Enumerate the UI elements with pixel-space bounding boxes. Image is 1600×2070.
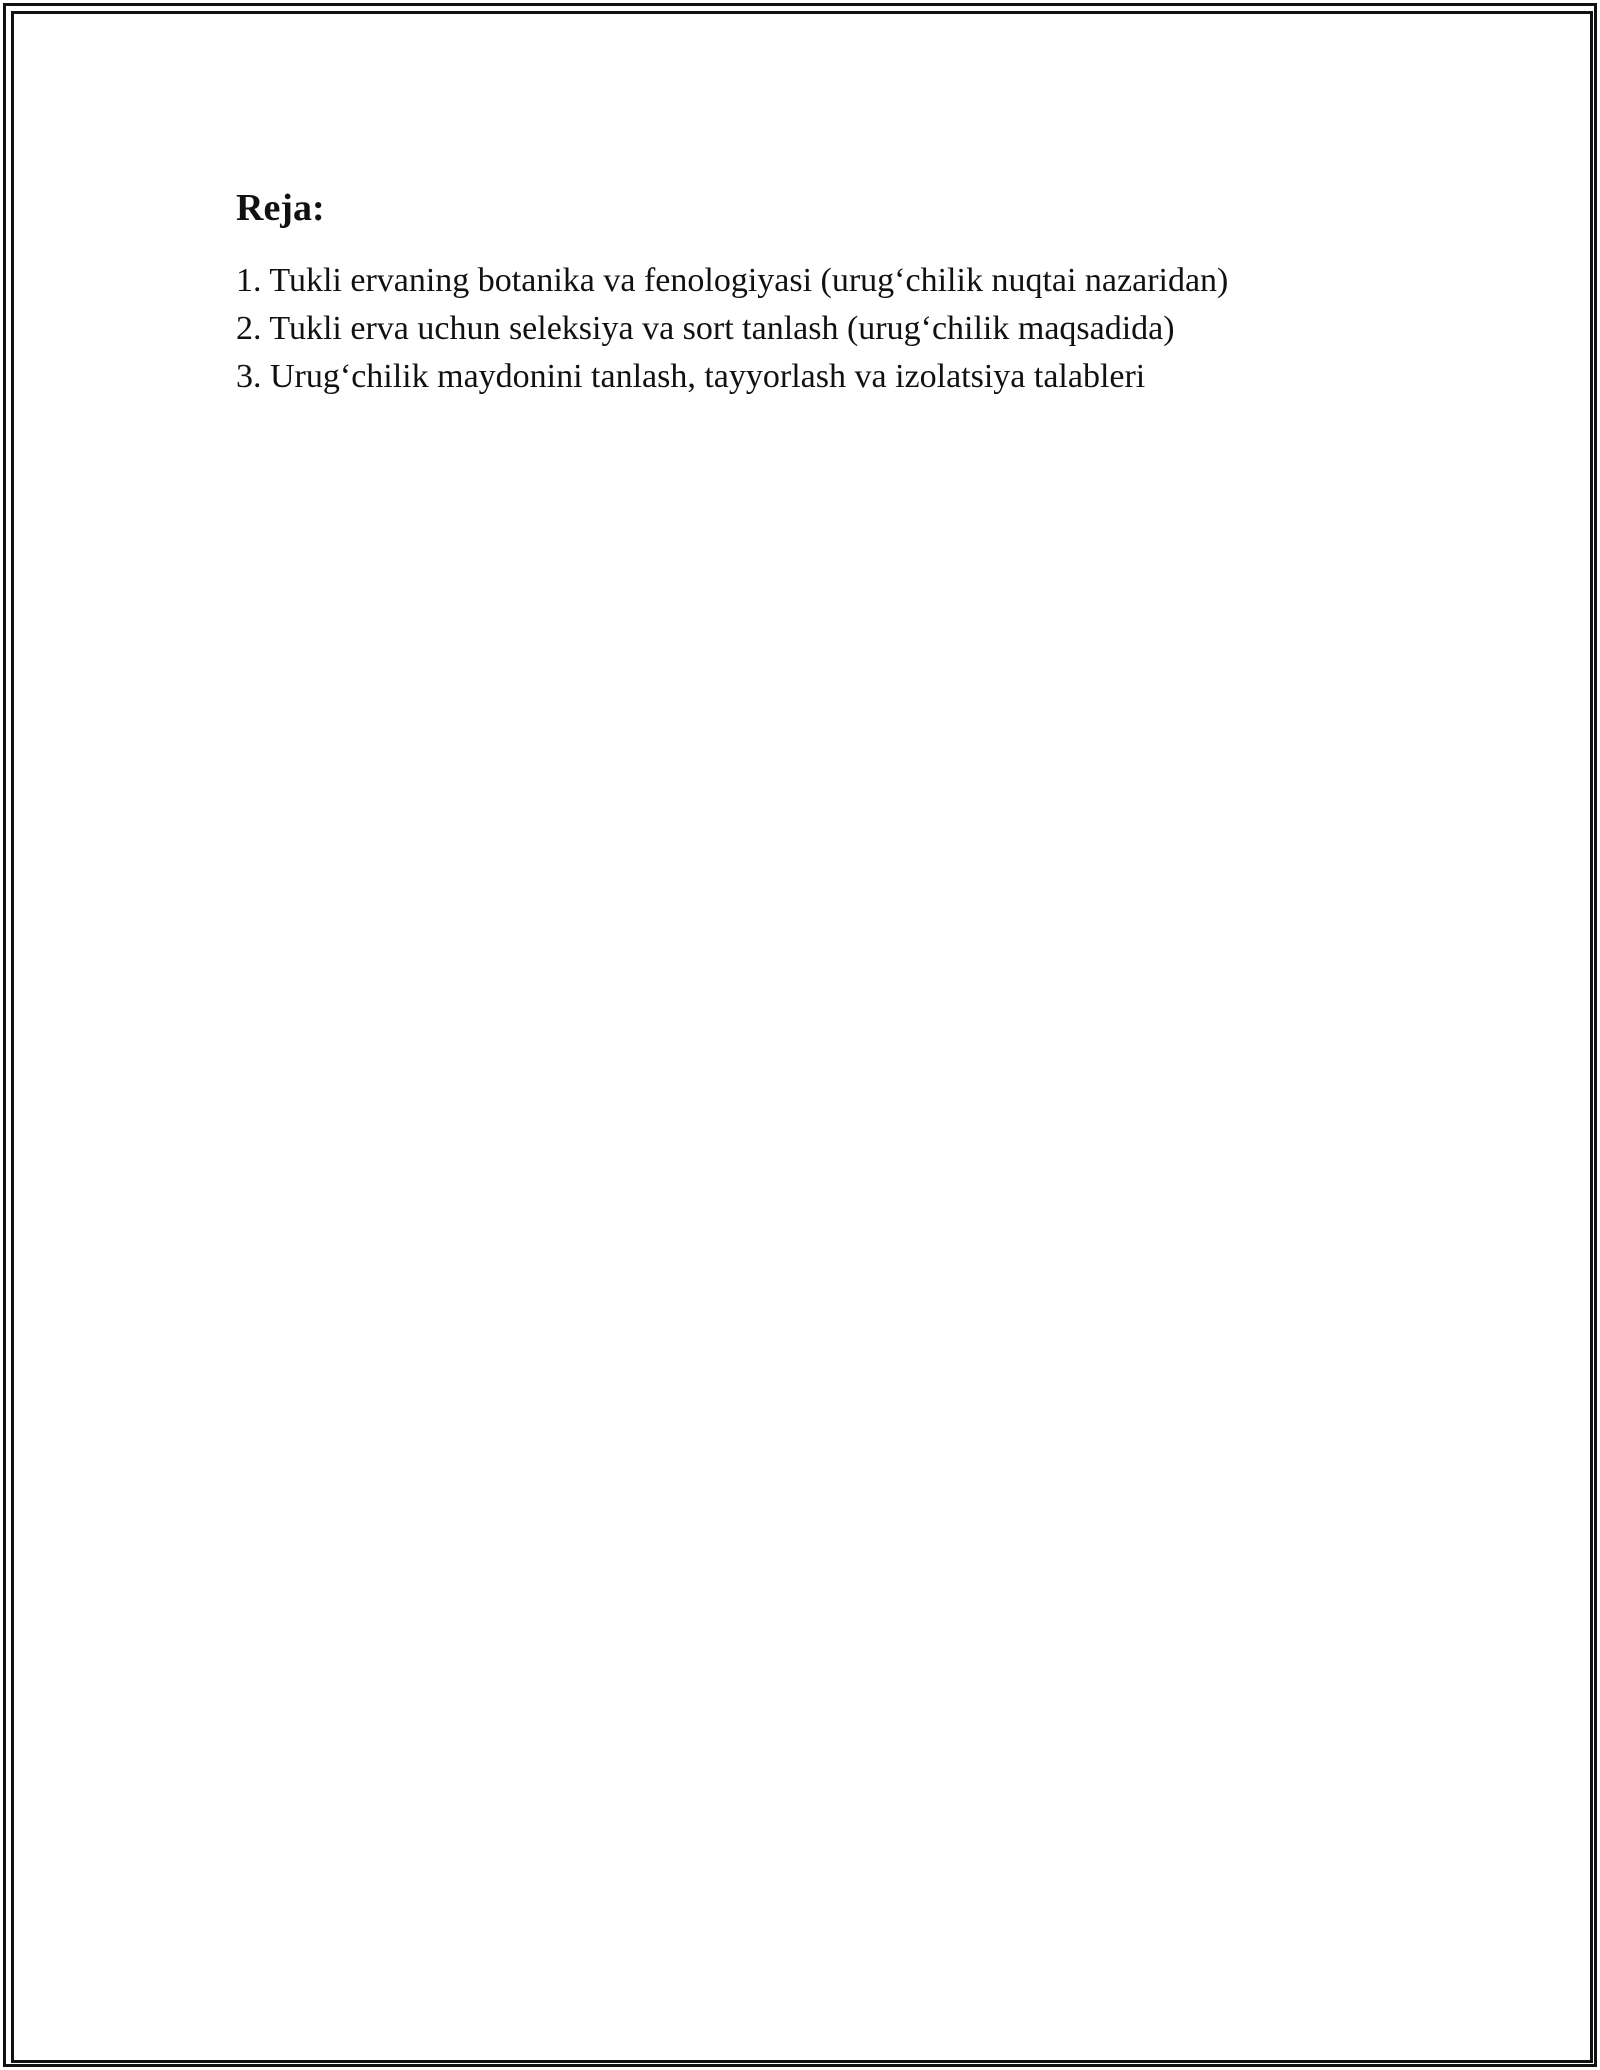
plan-list [236,257,1436,401]
plan-title: Reja: [236,187,325,229]
plan-item-2: 2. Tukli erva uchun seleksiya va sort tanlash (urug‘chilik maqsadida) [236,310,1175,347]
plan-item-1: 1. Tukli ervaning botanika va fenologiyasi (urug‘chilik nuqtai nazaridan) [236,262,1229,299]
plan-item-3: 3. Urug‘chilik maydonini tanlash, tayyorlash va izolatsiya talableri [236,358,1146,395]
document-body [236,185,1436,401]
